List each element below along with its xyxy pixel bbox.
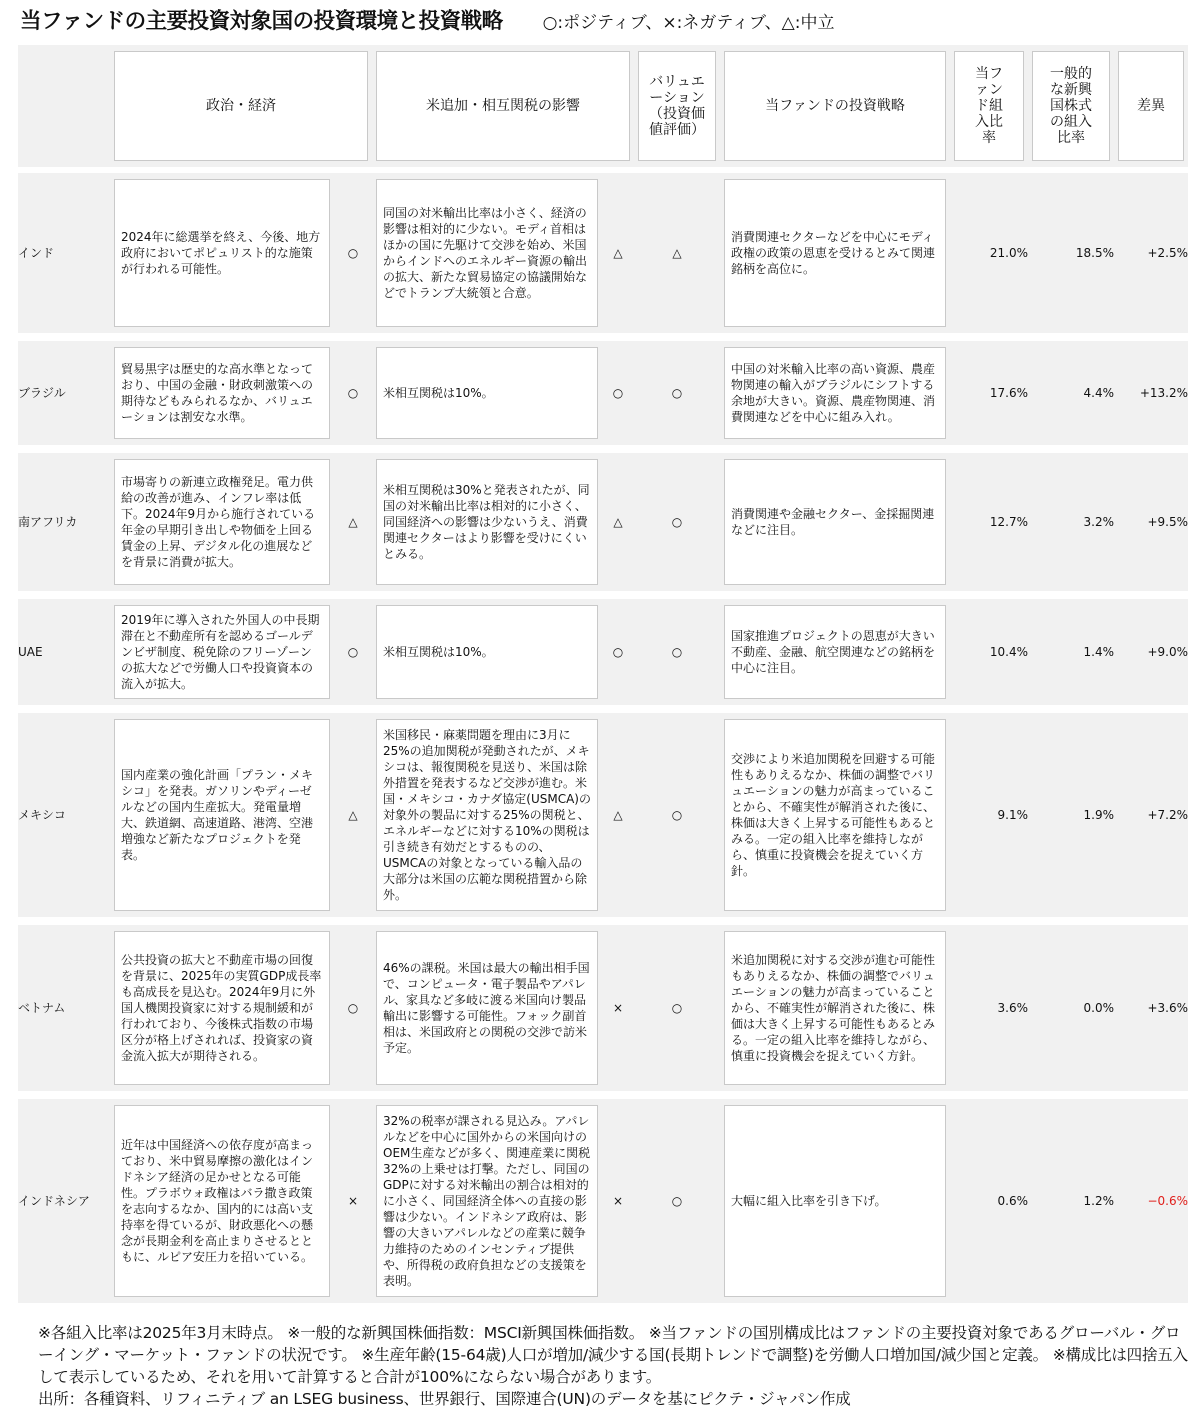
- mark-legend: ○:ポジティブ、×:ネガティブ、△:中立: [542, 13, 835, 33]
- page-header: [20, 4, 834, 34]
- header-benchmark-weight: 一般的な新興国株式の組入比率: [1028, 45, 1114, 173]
- tariff-text: 米相互関税は10%。: [372, 341, 602, 453]
- strategy-text: 交渉により米追加関税を回避する可能性もありえるなか、株価の調整でバリュエーションの魅力が高まっていることから、不確実性が解消された後に、株価は大きく上昇する可能性もあるとみる。一定の組入比率を維持しながら、慎重に投資機会を捉えていく方針。: [720, 713, 950, 925]
- table-row: [18, 453, 1188, 599]
- benchmark-weight: 0.0%: [1028, 925, 1114, 1099]
- politics-text: 近年は中国経済への依存度が高まっており、米中貿易摩擦の激化はインドネシア経済の足かせとなる可能性。プラボウォ政権はバラ撒き政策を志向するなか、国内的には高い支持率を得ているが、財政悪化への懸念が長期金利を高止まりさせるとともに、ルピア安圧力を招いている。: [110, 1099, 334, 1303]
- country-name: インド: [18, 173, 110, 341]
- politics-text: 市場寄りの新連立政権発足。電力供給の改善が進み、インフレ率は低下。2024年9月から施行されている年金の早期引き出しや物価を上回る賃金の上昇、デジタル化の進展などを背景に消費が拡大。: [110, 453, 334, 599]
- table-row: [18, 925, 1188, 1099]
- valuation-mark: ○: [634, 925, 720, 1099]
- weight-diff: +9.0%: [1114, 599, 1188, 713]
- politics-mark: ○: [334, 341, 372, 453]
- politics-text: 貿易黒字は歴史的な高水準となっており、中国の金融・財政刺激策への期待などもみられるなか、バリュエーションは割安な水準。: [110, 341, 334, 453]
- tariff-mark: △: [602, 173, 634, 341]
- strategy-text: 大幅に組入比率を引き下げ。: [720, 1099, 950, 1303]
- politics-text: 国内産業の強化計画「プラン・メキシコ」を発表。ガソリンやディーゼルなどの国内生産拡大。発電量増大、鉄道網、高速道路、港湾、空港増強など新たなプロジェクトを発表。: [110, 713, 334, 925]
- fund-weight: 10.4%: [950, 599, 1028, 713]
- tariff-text: 32%の税率が課される見込み。アパレルなどを中心に国外からの米国向けのOEM生産などが多く、関連産業に関税32%の上乗せは打撃。ただし、同国のGDPに対する対米輸出の割合は相対的に小さく、同国経済全体への直接の影響は少ない。インドネシア政府は、影響の大きいアパレルなどの産業に競争力維持のためのインセンティブ提供や、所得税の政府負担などの支援策を表明。: [372, 1099, 602, 1303]
- fund-weight: 21.0%: [950, 173, 1028, 341]
- tariff-mark: ×: [602, 925, 634, 1099]
- fund-weight: 17.6%: [950, 341, 1028, 453]
- fund-weight: 9.1%: [950, 713, 1028, 925]
- country-name: メキシコ: [18, 713, 110, 925]
- weight-diff: +13.2%: [1114, 341, 1188, 453]
- weight-diff: −0.6%: [1114, 1099, 1188, 1303]
- weight-diff: +3.6%: [1114, 925, 1188, 1099]
- page-title: 当ファンドの主要投資対象国の投資環境と投資戦略: [20, 9, 503, 34]
- table-row: [18, 599, 1188, 713]
- country-name: ブラジル: [18, 341, 110, 453]
- valuation-mark: △: [634, 173, 720, 341]
- politics-mark: ○: [334, 925, 372, 1099]
- header-country: [18, 45, 110, 173]
- tariff-text: 46%の課税。米国は最大の輸出相手国で、コンピュータ・電子製品やアパレル、家具など多岐に渡る米国向け製品輸出に影響する可能性。フォック副首相は、米国政府との関税の交渉で訪米予定。: [372, 925, 602, 1099]
- strategy-text: 消費関連や金融セクター、金採掘関連などに注目。: [720, 453, 950, 599]
- benchmark-weight: 1.9%: [1028, 713, 1114, 925]
- strategy-text: 消費関連セクターなどを中心にモディ政権の政策の恩恵を受けるとみて関連銘柄を高位に。: [720, 173, 950, 341]
- benchmark-weight: 3.2%: [1028, 453, 1114, 599]
- tariff-mark: ○: [602, 599, 634, 713]
- benchmark-weight: 4.4%: [1028, 341, 1114, 453]
- fund-weight: 3.6%: [950, 925, 1028, 1099]
- weight-diff: +2.5%: [1114, 173, 1188, 341]
- tariff-mark: △: [602, 713, 634, 925]
- weight-diff: +7.2%: [1114, 713, 1188, 925]
- strategy-text: 米追加関税に対する交渉が進む可能性もありえるなか、株価の調整でバリュエーションの魅力が高まっていることから、不確実性が解消された後に、株価は大きく上昇する可能性もあるとみる。一定の組入比率を維持しながら、慎重に投資機会を捉えていく方針。: [720, 925, 950, 1099]
- valuation-mark: ○: [634, 453, 720, 599]
- valuation-mark: ○: [634, 341, 720, 453]
- tariff-text: 同国の対米輸出比率は小さく、経済の影響は相対的に少ない。モディ首相はほかの国に先駆けて交渉を始め、米国からインドへのエネルギー資源の輸出の拡大、新たな貿易協定の協議開始などでトランプ大統領と合意。: [372, 173, 602, 341]
- header-valuation: バリュエーション（投資価値評価）: [634, 45, 720, 173]
- valuation-mark: ○: [634, 713, 720, 925]
- table-row: [18, 713, 1188, 925]
- header-diff: 差異: [1114, 45, 1188, 173]
- valuation-mark: ○: [634, 599, 720, 713]
- politics-text: 公共投資の拡大と不動産市場の回復を背景に、2025年の実質GDP成長率も高成長を見込む。2024年9月に外国人機関投資家に対する規制緩和が行われており、今後株式指数の市場区分が格上げされれば、投資家の資金流入拡大が期待される。: [110, 925, 334, 1099]
- header-tariff: 米追加・相互関税の影響: [372, 45, 634, 173]
- benchmark-weight: 1.2%: [1028, 1099, 1114, 1303]
- tariff-text: 米相互関税は30%と発表されたが、同国の対米輸出比率は相対的に小さく、同国経済への影響は少ないうえ、消費関連セクターはより影響を受けにくいとみる。: [372, 453, 602, 599]
- benchmark-weight: 18.5%: [1028, 173, 1114, 341]
- valuation-mark: ○: [634, 1099, 720, 1303]
- country-name: インドネシア: [18, 1099, 110, 1303]
- strategy-table: [18, 45, 1188, 1303]
- weight-diff: +9.5%: [1114, 453, 1188, 599]
- country-name: ベトナム: [18, 925, 110, 1099]
- table-row: [18, 341, 1188, 453]
- tariff-text: 米国移民・麻薬問題を理由に3月に25%の追加関税が発動されたが、メキシコは、報復関税を見送り、米国は除外措置を発表するなど交渉が進む。米国・メキシコ・カナダ協定(USMCA)の対象外の製品に対する25%の関税と、エネルギーなどに対する10%の関税は引き続き有効だとするものの、USMCAの対象となっている輸入品の大部分は米国の広範な関税措置から除外。: [372, 713, 602, 925]
- politics-mark: △: [334, 453, 372, 599]
- politics-mark: △: [334, 713, 372, 925]
- fund-weight: 12.7%: [950, 453, 1028, 599]
- footnote-text: ※各組入比率は2025年3月末時点。 ※一般的な新興国株価指数：MSCI新興国株価指数。 ※当ファンドの国別構成比はファンドの主要投資対象であるグローバル・グローイング・マーケット・ファンドの状況です。 ※生産年齢(15-64歳)人口が増加/減少する国(長期トレンドで調整)を労働人口増加国/減少国と定義。 ※構成比は四捨五入して表示しているため、それを用いて計算すると合計が100%にならない場合があります。: [38, 1324, 1188, 1386]
- header-row: [18, 45, 1188, 173]
- tariff-mark: ×: [602, 1099, 634, 1303]
- strategy-text: 国家推進プロジェクトの恩恵が大きい不動産、金融、航空関連などの銘柄を中心に注目。: [720, 599, 950, 713]
- footnotes: [38, 1322, 1188, 1410]
- header-strategy: 当ファンドの投資戦略: [720, 45, 950, 173]
- benchmark-weight: 1.4%: [1028, 599, 1114, 713]
- source-text: 出所：各種資料、リフィニティブ an LSEG business、世界銀行、国際連合(UN)のデータを基にピクテ・ジャパン作成: [38, 1390, 851, 1408]
- strategy-text: 中国の対米輸入比率の高い資源、農産物関連の輸入がブラジルにシフトする余地が大きい。資源、農産物関連、消費関連などを中心に組み入れ。: [720, 341, 950, 453]
- table-row: [18, 1099, 1188, 1303]
- politics-mark: ○: [334, 599, 372, 713]
- politics-mark: ×: [334, 1099, 372, 1303]
- table-row: [18, 173, 1188, 341]
- country-name: UAE: [18, 599, 110, 713]
- header-fund-weight: 当ファンド組入比率: [950, 45, 1028, 173]
- tariff-text: 米相互関税は10%。: [372, 599, 602, 713]
- country-name: 南アフリカ: [18, 453, 110, 599]
- politics-mark: ○: [334, 173, 372, 341]
- politics-text: 2019年に導入された外国人の中長期滞在と不動産所有を認めるゴールデンビザ制度、税免除のフリーゾーンの拡大などで労働人口や投資資本の流入が拡大。: [110, 599, 334, 713]
- fund-weight: 0.6%: [950, 1099, 1028, 1303]
- tariff-mark: ○: [602, 341, 634, 453]
- header-politics: 政治・経済: [110, 45, 372, 173]
- tariff-mark: △: [602, 453, 634, 599]
- politics-text: 2024年に総選挙を終え、今後、地方政府においてポピュリスト的な施策が行われる可能性。: [110, 173, 334, 341]
